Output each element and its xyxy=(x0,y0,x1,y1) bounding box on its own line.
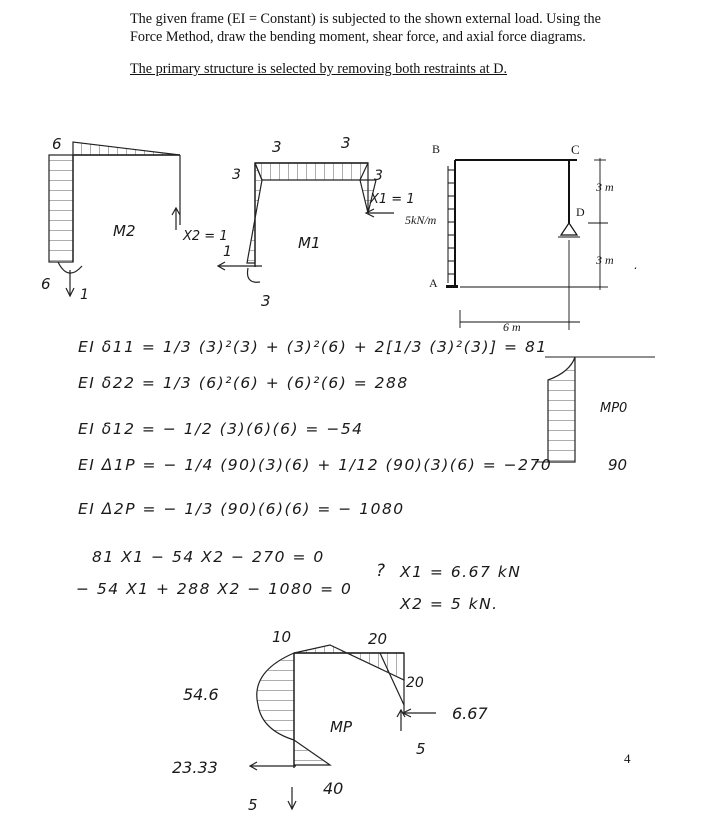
mp-reaction-bottom: 5 xyxy=(248,796,258,813)
m1-label: M1 xyxy=(298,234,321,252)
m1-left-corner: 3 xyxy=(232,167,241,183)
frame-figure xyxy=(405,142,638,334)
m1-base-moment: 3 xyxy=(261,292,271,310)
mp-load-right: 6.67 xyxy=(452,704,488,723)
mp-top-left: 10 xyxy=(272,628,292,646)
node-b: B xyxy=(432,142,441,156)
mp-bottom-value: 40 xyxy=(323,779,344,798)
mp-label: MP xyxy=(330,718,352,736)
equation-delta22: EI δ22 = 1/3 (6)²(6) + (6)²(6) = 288 xyxy=(78,374,409,392)
frame-dot: . xyxy=(634,258,638,272)
mp0-diagram xyxy=(535,357,655,474)
mp-top-right: 20 xyxy=(368,630,388,648)
node-c: C xyxy=(571,142,580,157)
system-eq-1: 81 X1 − 54 X2 − 270 = 0 xyxy=(92,548,325,566)
system-brace: ? xyxy=(376,561,386,581)
dim-width: 6 m xyxy=(503,320,521,334)
dim-lower: 3 m xyxy=(596,253,614,267)
equation-delta1p: EI Δ1P = − 1/4 (90)(3)(6) + 1/12 (90)(3)(6) = −270 xyxy=(78,456,553,474)
primary-structure-note: The primary structure is selected by removing both restraints at D. xyxy=(130,61,508,77)
mp-left-value: 54.6 xyxy=(183,685,219,704)
node-a: A xyxy=(429,276,438,290)
m1-right-corner: 3 xyxy=(374,168,383,184)
system-eq-2: − 54 X1 + 288 X2 − 1080 = 0 xyxy=(76,580,353,598)
solution-x1: X1 = 6.67 kN xyxy=(400,563,522,581)
mp0-label: MP0 xyxy=(600,401,628,416)
problem-text: The given frame (EI = Constant) is subjected to the shown external load. Using the Force Method, draw the bending moment, shear force, and axial force diagrams. xyxy=(130,11,601,45)
equation-delta2p: EI Δ2P = − 1/3 (90)(6)(6) = − 1080 xyxy=(78,500,405,518)
mp-right-value: 20 xyxy=(406,675,424,691)
mp-bottom-left: 23.33 xyxy=(172,758,218,777)
m1-top-left: 3 xyxy=(272,138,282,156)
m1-load: X1 = 1 xyxy=(370,192,415,207)
m2-load: X2 = 1 xyxy=(183,229,228,244)
frame-load: 5kN/m xyxy=(405,213,437,227)
solution-x2: X2 = 5 kN. xyxy=(400,595,499,613)
mp-diagram xyxy=(172,628,488,813)
m2-reaction: 1 xyxy=(80,287,89,303)
distributed-load-arrows xyxy=(448,166,455,283)
m2-label: M2 xyxy=(113,222,136,240)
node-d: D xyxy=(576,205,585,219)
equation-delta12: EI δ12 = − 1/2 (3)(6)(6) = −54 xyxy=(78,420,364,438)
m1-diagram xyxy=(218,134,415,310)
m1-top-right: 3 xyxy=(341,134,351,152)
equation-delta11: EI δ11 = 1/3 (3)²(3) + (3)²(6) + 2[1/3 (3)²(3)] = 81 xyxy=(78,338,548,356)
m2-diagram xyxy=(41,135,228,303)
dim-upper: 3 m xyxy=(596,180,614,194)
page-number: 4 xyxy=(624,751,631,766)
m2-top-value: 6 xyxy=(52,135,62,153)
m1-base-reaction: 1 xyxy=(223,244,232,260)
mp-reaction-right: 5 xyxy=(416,740,426,758)
m2-left-value: 6 xyxy=(41,275,51,293)
mp0-value: 90 xyxy=(608,456,628,474)
